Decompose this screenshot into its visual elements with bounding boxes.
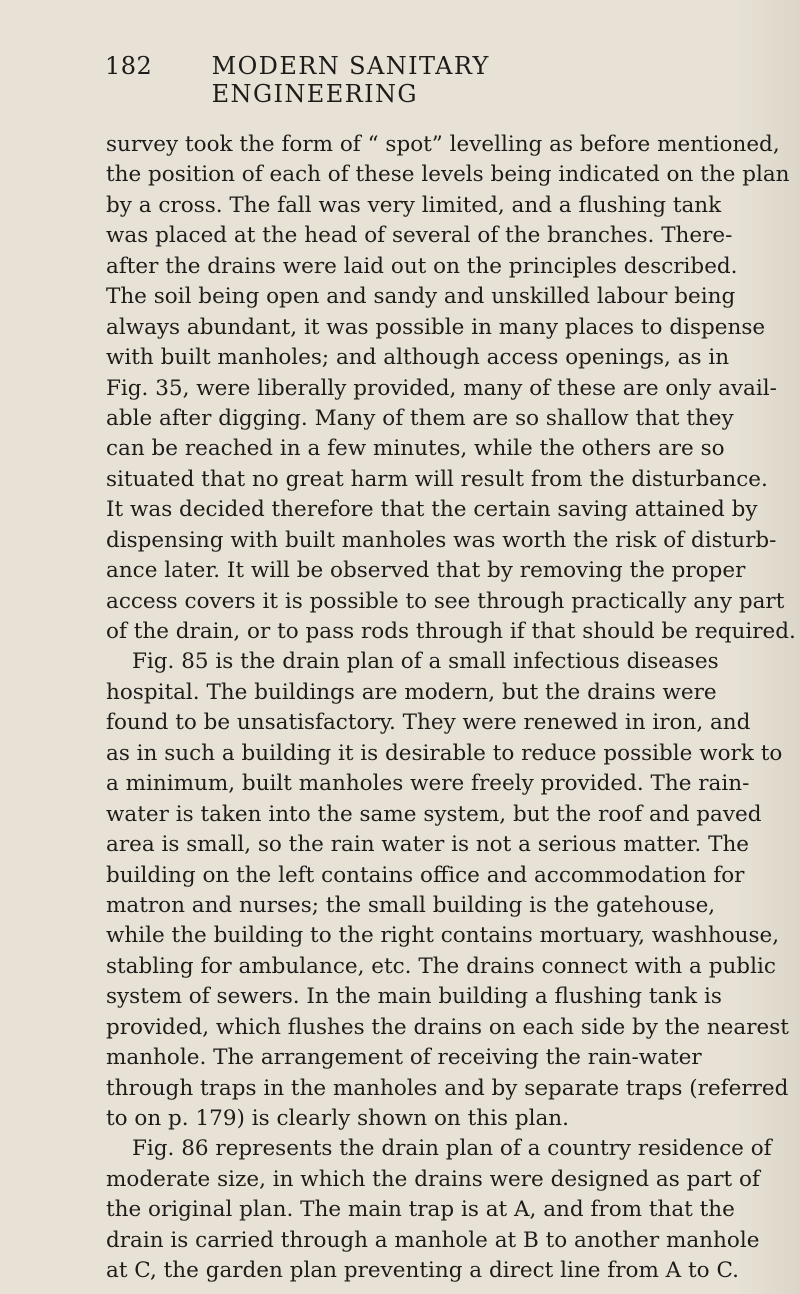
text-line: access covers it is possible to see through practically any part <box>106 588 785 614</box>
text-line: through traps in the manholes and by separate traps (referred <box>106 1075 789 1101</box>
text-line: found to be unsatisfactory. They were renewed in iron, and <box>106 710 751 736</box>
text-line: the original plan. The main trap is at A, and from that the <box>106 1197 735 1223</box>
text-line: able after digging. Many of them are so shallow that they <box>106 405 734 431</box>
text-line: at C, the garden plan preventing a direct line from A to C. <box>106 1258 739 1284</box>
text-line: with built manholes; and although access openings, as in <box>106 345 730 371</box>
text-line: stabling for ambulance, etc. The drains connect with a public <box>106 953 776 979</box>
text-line: water is taken into the same system, but the roof and paved <box>106 801 762 827</box>
text-line: matron and nurses; the small building is the gatehouse, <box>106 892 716 918</box>
paragraph-start-line: Fig. 85 is the drain plan of a small infectious diseases <box>132 649 719 675</box>
text-line: a minimum, built manholes were freely provided. The rain- <box>106 771 750 797</box>
text-line: hospital. The buildings are modern, but the drains were <box>106 679 717 705</box>
text-line: building on the left contains office and accommodation for <box>106 862 745 888</box>
page-number: 182 <box>105 52 153 80</box>
body-text <box>106 130 796 1287</box>
text-line: as in such a building it is desirable to reduce possible work to <box>106 740 783 766</box>
text-line: area is small, so the rain water is not a serious matter. The <box>106 832 750 858</box>
text-line: system of sewers. In the main building a flushing tank is <box>106 984 722 1010</box>
text-line: It was decided therefore that the certain saving attained by <box>106 497 758 523</box>
paragraph-start-line: Fig. 86 represents the drain plan of a country residence of <box>132 1136 772 1162</box>
text-line: moderate size, in which the drains were designed as part of <box>106 1166 760 1192</box>
text-line: dispensing with built manholes was worth the risk of disturb- <box>106 527 777 553</box>
running-title: MODERN SANITARY ENGINEERING <box>211 52 490 108</box>
text-line: The soil being open and sandy and unskilled labour being <box>106 284 736 310</box>
text-line: ance later. It will be observed that by removing the proper <box>106 558 746 584</box>
text-line: provided, which flushes the drains on each side by the nearest <box>106 1014 789 1040</box>
text-line: manhole. The arrangement of receiving the rain-water <box>106 1045 702 1071</box>
paragraph-end-line: to on p. 179) is clearly shown on this plan. <box>106 1106 569 1131</box>
text-line: the position of each of these levels being indicated on the plan <box>106 162 790 188</box>
text-line: can be reached in a few minutes, while the others are so <box>106 436 725 462</box>
text-line: always abundant, it was possible in many places to dispense <box>106 314 766 340</box>
text-line: drain is carried through a manhole at B to another manhole <box>106 1227 760 1253</box>
paragraph-end-line: of the drain, or to pass rods through if that should be required. <box>106 619 796 644</box>
text-line: Fig. 35, were liberally provided, many of these are only avail- <box>106 375 777 401</box>
text-line: by a cross. The fall was very limited, and a flushing tank <box>106 192 722 218</box>
text-line: was placed at the head of several of the branches. There- <box>106 223 733 249</box>
text-line: situated that no great harm will result from the disturbance. <box>106 466 768 492</box>
text-line: after the drains were laid out on the principles described. <box>106 253 738 279</box>
running-head <box>105 52 690 108</box>
text-line: while the building to the right contains mortuary, washhouse, <box>106 923 780 949</box>
text-line: survey took the form of “ spot” levelling as before mentioned, <box>106 132 780 157</box>
